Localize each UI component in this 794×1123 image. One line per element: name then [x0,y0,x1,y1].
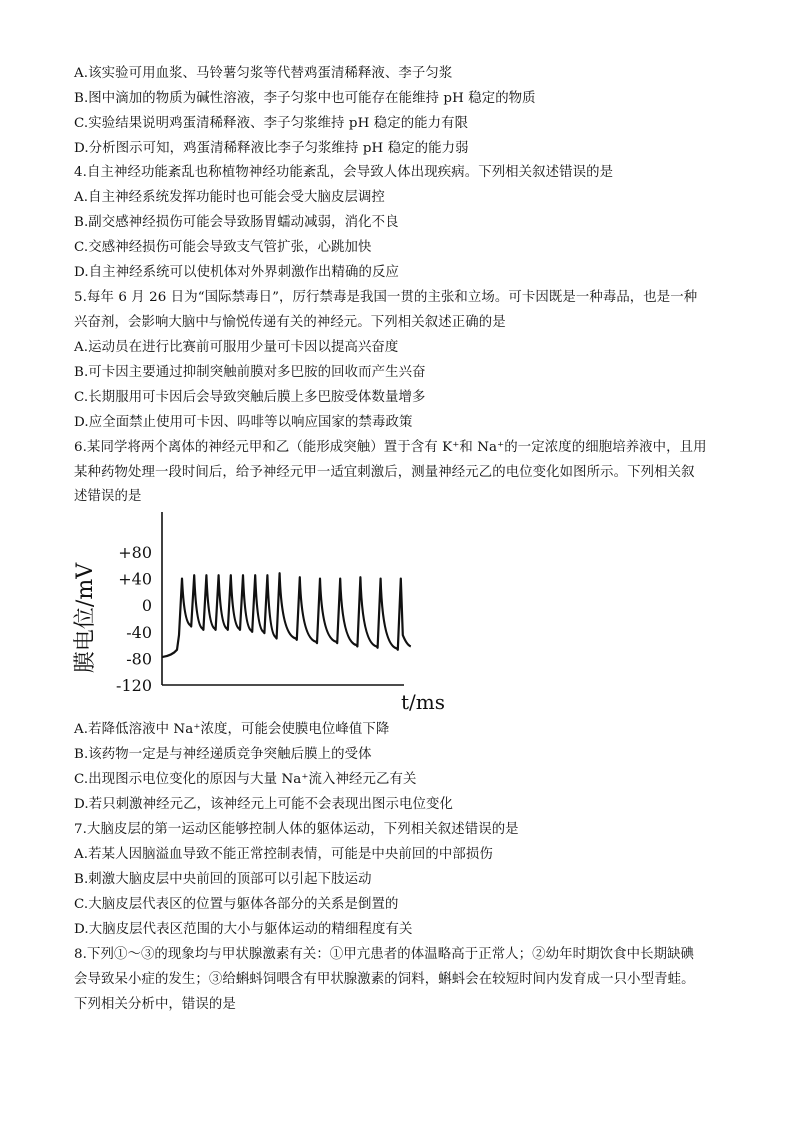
text-line: 述错误的是 [74,489,142,504]
text-line: C.出现图示电位变化的原因与大量 Na⁺流入神经元乙有关 [74,772,417,787]
text-line: D.若只刺激神经元乙，该神经元上可能不会表现出图示电位变化 [74,797,453,812]
text-line: B.图中滴加的物质为碱性溶液，李子匀浆中也可能存在能维持 pH 稳定的物质 [74,91,536,106]
text-line: A.自主神经系统发挥功能时也可能会受大脑皮层调控 [74,190,385,205]
membrane-potential-chart [64,510,464,715]
y-tick-label: +40 [118,569,152,589]
text-line: A.若降低溶液中 Na⁺浓度，可能会使膜电位峰值下降 [74,722,390,737]
text-line: B.该药物一定是与神经递质竞争突触后膜上的受体 [74,747,372,762]
text-line: B.可卡因主要通过抑制突触前膜对多巴胺的回收而产生兴奋 [74,365,426,380]
text-line: 下列相关分析中，错误的是 [74,997,236,1012]
text-line: A.若某人因脑溢血导致不能正常控制表情，可能是中央前回的中部损伤 [74,847,493,862]
text-line: C.交感神经损伤可能会导致支气管扩张，心跳加快 [74,240,372,255]
y-tick-label: -120 [116,676,152,695]
text-line: A.运动员在进行比赛前可服用少量可卡因以提高兴奋度 [74,340,399,355]
text-line: D.应全面禁止使用可卡因、吗啡等以响应国家的禁毒政策 [74,415,413,430]
text-line: D.分析图示可知，鸡蛋清稀释液比李子匀浆维持 pH 稳定的能力弱 [74,141,469,156]
text-line: C.实验结果说明鸡蛋清稀释液、李子匀浆维持 pH 稳定的能力有限 [74,116,469,131]
text-line: C.大脑皮层代表区的位置与躯体各部分的关系是倒置的 [74,897,399,912]
text-line: B.刺激大脑皮层中央前回的顶部可以引起下肢运动 [74,872,372,887]
text-line: 会导致呆小症的发生；③给蝌蚪饲喂含有甲状腺激素的饲料，蝌蚪会在较短时间内发育成一只小型青蛙。 [74,972,695,987]
text-line: B.副交感神经损伤可能会导致肠胃蠕动减弱，消化不良 [74,215,399,230]
text-line: 兴奋剂，会影响大脑中与愉悦传递有关的神经元。下列相关叙述正确的是 [74,315,506,330]
y-axis-label [73,562,98,673]
text-line: 某种药物处理一段时间后，给予神经元甲一适宜刺激后，测量神经元乙的电位变化如图所示。下列相关叙 [74,465,695,480]
y-tick-label: -80 [126,649,152,669]
text-line: D.大脑皮层代表区范围的大小与躯体运动的精细程度有关 [74,922,413,937]
text-line: 5.每年 6 月 26 日为“国际禁毒日”，厉行禁毒是我国一贯的主张和立场。可卡因既是一种毒品，也是一种 [74,290,698,305]
membrane-potential-figure [64,510,464,715]
text-line: C.长期服用可卡因后会导致突触后膜上多巴胺受体数量增多 [74,390,426,405]
y-axis-label-text: 膜电位/mV [73,562,98,674]
x-axis-label: t/ms [401,690,446,714]
potential-trace [162,573,411,657]
y-tick-label: 0 [141,596,152,616]
text-line: A.该实验可用血浆、马铃薯匀浆等代替鸡蛋清稀释液、李子匀浆 [74,66,453,81]
y-tick-label: +80 [118,543,152,562]
text-line: 6.某同学将两个离体的神经元甲和乙（能形成突触）置于含有 K⁺和 Na⁺的一定浓度的细胞培养液中，且用 [74,440,707,455]
text-line: 4.自主神经功能紊乱也称植物神经功能紊乱，会导致人体出现疾病。下列相关叙述错误的是 [74,165,614,180]
text-line: 8.下列①～③的现象均与甲状腺激素有关：①甲亢患者的体温略高于正常人；②幼年时期饮食中长期缺碘 [74,947,695,962]
text-line: D.自主神经系统可以使机体对外界刺激作出精确的反应 [74,265,399,280]
y-axis-ticks [116,543,152,695]
y-tick-label: -40 [126,622,152,642]
text-line: 7.大脑皮层的第一运动区能够控制人体的躯体运动，下列相关叙述错误的是 [74,822,519,837]
